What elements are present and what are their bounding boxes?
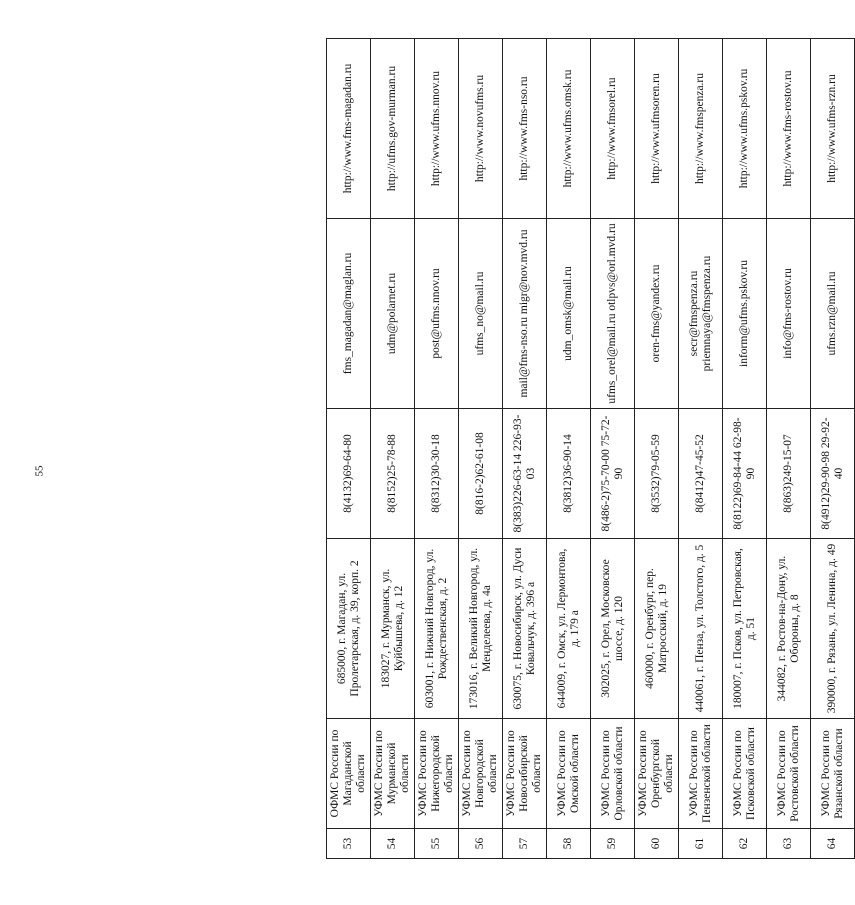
website-cell[interactable]: http://www.fms-rostov.ru [767,39,811,219]
organization-name: УФМС России по Оренбургской области [635,719,679,829]
table-row [679,39,723,859]
email-cell[interactable]: udm@polarnet.ru [371,219,415,409]
website-cell[interactable]: http://www.ufms.nnov.ru [415,39,459,219]
row-number: 57 [503,829,547,859]
table-row [811,39,855,859]
email-cell[interactable]: ufms.rzn@mail.ru [811,219,855,409]
email-cell[interactable]: udm_omsk@mail.ru [547,219,591,409]
organization-name: УФМС России по Омской области [547,719,591,829]
website-cell[interactable]: http://www.fmspenza.ru [679,39,723,219]
contacts-table-rotated [326,39,845,859]
website-cell[interactable]: http://www.fms-nso.ru [503,39,547,219]
email-cell[interactable]: mail@fms-nso.ru migr@nov.mvd.ru [503,219,547,409]
website-cell[interactable]: http://www.ufms.pskov.ru [723,39,767,219]
address-cell: 630075, г. Новосибирск, ул. Дуси Ковальчук, д. 396 а [503,539,547,719]
table-row [371,39,415,859]
row-number: 62 [723,829,767,859]
address-cell: 460000, г. Оренбург, пер. Матросский, д. 19 [635,539,679,719]
table-row [591,39,635,859]
address-cell: 644009, г. Омск, ул. Лермонтова, д. 179 а [547,539,591,719]
row-number: 63 [767,829,811,859]
phone-cell: 8(8312)30-30-18 [415,409,459,539]
table-row [767,39,811,859]
email-cell[interactable]: ufms_orel@mail.ru otlpvs@orl.mvd.ru [591,219,635,409]
phone-cell: 8(816-2)62-61-08 [459,409,503,539]
page-number: 55 [33,465,46,477]
row-number: 55 [415,829,459,859]
address-cell: 440061, г. Пенза, ул. Толстого, д. 5 [679,539,723,719]
phone-cell: 8(3812)36-90-14 [547,409,591,539]
address-cell: 180007, г. Псков, ул. Петровская, д. 51 [723,539,767,719]
organization-name: УФМС России по Мурманской области [371,719,415,829]
email-cell[interactable]: ufms_no@mail.ru [459,219,503,409]
row-number: 59 [591,829,635,859]
phone-cell: 8(486-2)75-70-00 75-72-90 [591,409,635,539]
table-row [547,39,591,859]
address-cell: 603001, г. Нижний Новгород, ул. Рождественская, д. 2 [415,539,459,719]
phone-cell: 8(8412)47-45-52 [679,409,723,539]
table-row [459,39,503,859]
email-cell[interactable]: post@ufms.nnov.ru [415,219,459,409]
phone-cell: 8(3532)79-05-59 [635,409,679,539]
phone-cell: 8(8152)25-78-88 [371,409,415,539]
table-row [327,39,371,859]
email-cell[interactable]: oren-fms@yandex.ru [635,219,679,409]
address-cell: 344082, г. Ростов-на-Дону, ул. Обороны, д. 8 [767,539,811,719]
contacts-table [326,38,855,859]
organization-name: УФМС России по Рязанской области [811,719,855,829]
organization-name: УФМС России по Пензенской области [679,719,723,829]
row-number: 54 [371,829,415,859]
address-cell: 685000, г. Магадан, ул. Пролетарская, д. 39, корп. 2 [327,539,371,719]
organization-name: УФМС России по Орловской области [591,719,635,829]
organization-name: УФМС России по Нижегородской области [415,719,459,829]
row-number: 58 [547,829,591,859]
phone-cell: 8(863)249-15-07 [767,409,811,539]
phone-cell: 8(4132)69-64-80 [327,409,371,539]
organization-name: УФМС России по Ростовской области [767,719,811,829]
address-cell: 302025, г. Орел, Московское шоссе, д. 120 [591,539,635,719]
email-cell[interactable]: secr@fmspenza.ru priemnaya@fmspenza.ru [679,219,723,409]
email-cell[interactable]: fms_magadan@maglan.ru [327,219,371,409]
address-cell: 183027, г. Мурманск, ул. Куйбышева, д. 12 [371,539,415,719]
row-number: 61 [679,829,723,859]
phone-cell: 8(8122)69-84-44 62-98-90 [723,409,767,539]
website-cell[interactable]: http://www.ufmsoren.ru [635,39,679,219]
address-cell: 173016, г. Великий Новгород, ул. Менделеева, д. 4а [459,539,503,719]
table-body [327,39,855,859]
email-cell[interactable]: info@fms-rostov.ru [767,219,811,409]
row-number: 64 [811,829,855,859]
organization-name: УФМС России по Новосибирской области [503,719,547,829]
table-row [635,39,679,859]
website-cell[interactable]: http://www.fms-magadan.ru [327,39,371,219]
table-row [415,39,459,859]
phone-cell: 8(383)226-63-14 226-93-03 [503,409,547,539]
row-number: 56 [459,829,503,859]
table-row [723,39,767,859]
organization-name: УФМС России по Псковской области [723,719,767,829]
phone-cell: 8(4912)29-90-98 29-92-40 [811,409,855,539]
website-cell[interactable]: http://www.ufms.omsk.ru [547,39,591,219]
organization-name: УФМС России по Новгородской области [459,719,503,829]
address-cell: 390000, г. Рязань, ул. Ленина, д. 49 [811,539,855,719]
email-cell[interactable]: inform@ufms.pskov.ru [723,219,767,409]
website-cell[interactable]: http://ufms.gov-murman.ru [371,39,415,219]
row-number: 53 [327,829,371,859]
website-cell[interactable]: http://www.ufms-rzn.ru [811,39,855,219]
website-cell[interactable]: http://www.fmsorel.ru [591,39,635,219]
row-number: 60 [635,829,679,859]
organization-name: ОФМС России по Магаданской области [327,719,371,829]
table-row [503,39,547,859]
website-cell[interactable]: http://www.novufms.ru [459,39,503,219]
